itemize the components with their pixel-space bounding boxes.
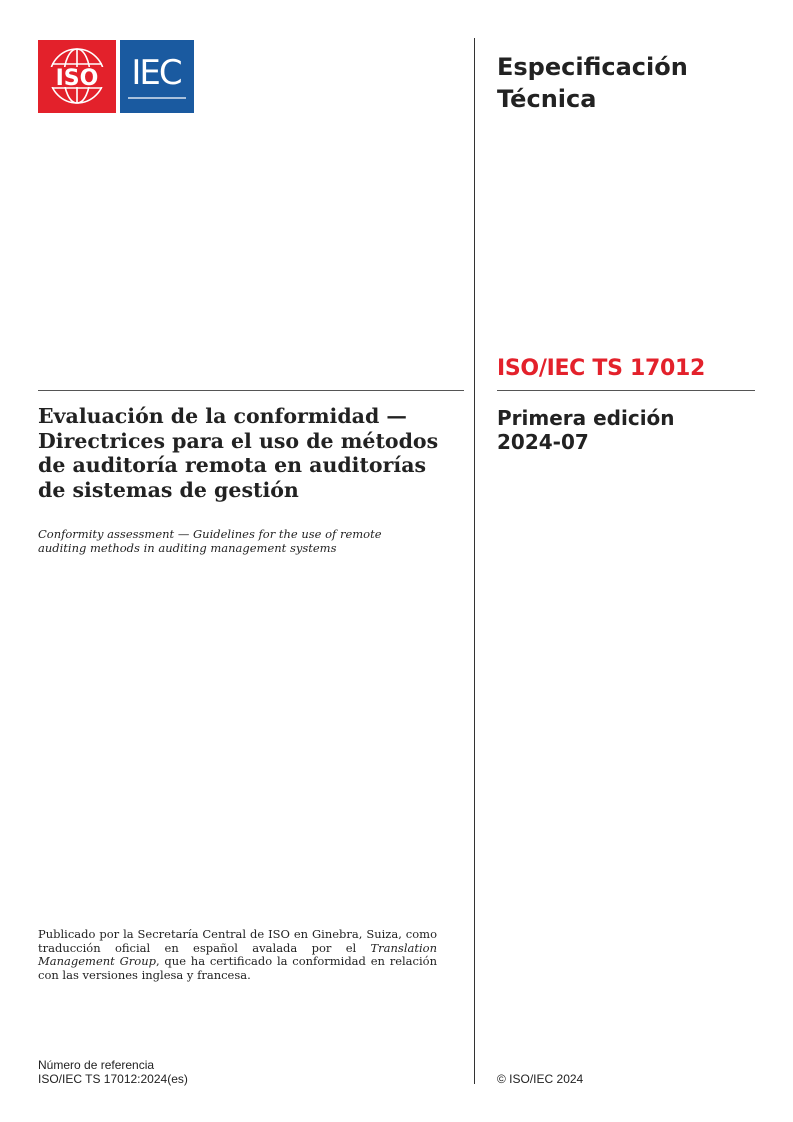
copyright: © ISO/IEC 2024 [497,1072,584,1086]
title-line: Evaluación de la conformidad — [38,404,407,428]
english-title-line: auditing methods in auditing management systems [38,541,337,555]
iec-logo-text: IEC [131,53,181,93]
iso-globe-icon [38,40,116,113]
reference-number [38,1058,338,1086]
standard-number: ISO/IEC TS 17012 [497,356,706,381]
iso-logo [38,40,116,113]
iso-logo-text: ISO [55,66,99,91]
edition-date: 2024-07 [497,430,589,454]
document-type-line-1: Especificación [497,53,688,81]
edition-info [497,406,757,454]
iec-mark-icon [120,40,194,113]
iec-logo [120,40,194,113]
document-type-line-2: Técnica [497,85,597,113]
publisher-note-text-1: Publicado por la Secretaría Central de ISO en Ginebra, Suiza, como traducción oficial en español avalada por el [38,927,437,955]
document-title [38,404,458,502]
title-line: de sistemas de gestión [38,477,299,502]
document-type [497,51,757,115]
english-title [38,527,458,555]
publisher-note-group-name: Translation Management Group [38,940,437,968]
publisher-note [38,928,437,982]
publisher-note-text-2: , que ha certificado la conformidad en relación con las versiones inglesa y francesa. [38,954,437,982]
reference-label: Número de referencia [38,1058,155,1072]
title-line: de auditoría remota en auditorías [38,453,427,477]
title-rule-left [38,390,464,391]
title-rule-right [497,390,755,391]
english-title-line: Conformity assessment — Guidelines for the use of remote [38,527,382,541]
title-line: Directrices para el uso de métodos [38,428,439,453]
vertical-divider [474,38,475,1084]
edition-label: Primera edición [497,406,675,430]
reference-value: ISO/IEC TS 17012:2024(es) [38,1072,188,1086]
